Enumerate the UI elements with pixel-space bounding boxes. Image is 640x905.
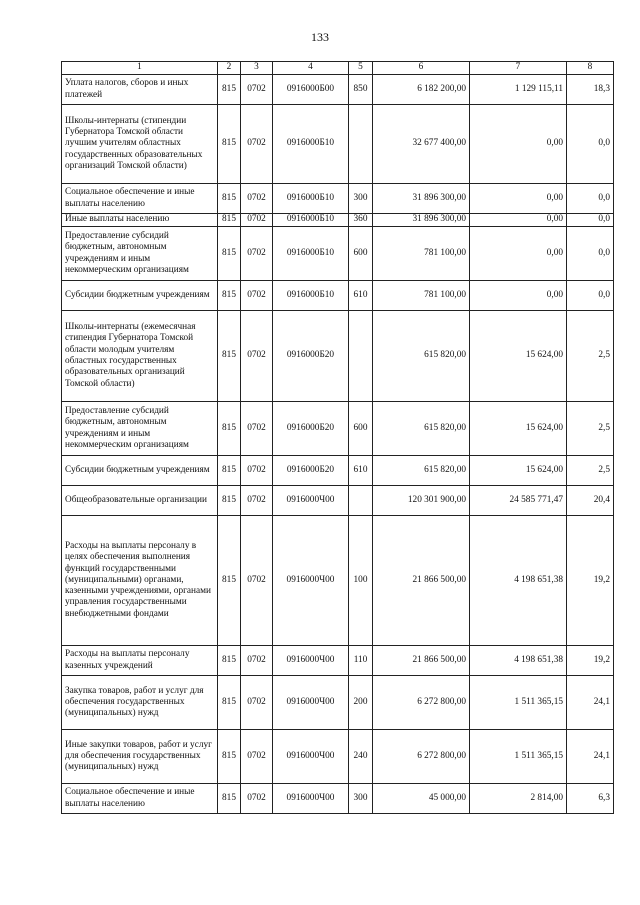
cell-target: 0916000Ч00: [273, 730, 349, 784]
cell-actual: 0,00: [470, 184, 567, 214]
cell-type: [349, 105, 373, 184]
cell-plan: 45 000,00: [373, 784, 470, 814]
row-name: Уплата налогов, сборов и иных платежей: [62, 75, 218, 105]
cell-target: 0916000Б10: [273, 214, 349, 227]
row-name: Расходы на выплаты персоналу в целях обеспечения выполнения функций государственными (муниципальными) органами, казенными учреждениями, органами управления государственными внебюджетными фондами: [62, 516, 218, 646]
cell-type: 600: [349, 402, 373, 456]
cell-code: 815: [218, 281, 241, 311]
cell-type: 300: [349, 184, 373, 214]
cell-section: 0702: [241, 184, 273, 214]
row-name: Субсидии бюджетным учреждениям: [62, 456, 218, 486]
cell-actual: 1 511 365,15: [470, 730, 567, 784]
row-name: Предоставление субсидий бюджетным, автономным учреждениям и иным некоммерческим организациям: [62, 402, 218, 456]
cell-percent: 19,2: [567, 516, 614, 646]
header-cell: 7: [470, 62, 567, 75]
cell-type: 240: [349, 730, 373, 784]
cell-target: 0916000Б00: [273, 75, 349, 105]
cell-actual: 15 624,00: [470, 311, 567, 402]
header-cell: 3: [241, 62, 273, 75]
cell-plan: 615 820,00: [373, 402, 470, 456]
cell-target: 0916000Б10: [273, 281, 349, 311]
cell-section: 0702: [241, 676, 273, 730]
header-cell: 2: [218, 62, 241, 75]
row-name: Общеобразовательные организации: [62, 486, 218, 516]
cell-code: 815: [218, 646, 241, 676]
row-name: Школы-интернаты (стипендии Губернатора Томской области лучшим учителям областных государственных образовательных организаций Томской области): [62, 105, 218, 184]
cell-actual: 24 585 771,47: [470, 486, 567, 516]
cell-type: 360: [349, 214, 373, 227]
cell-plan: 615 820,00: [373, 456, 470, 486]
cell-target: 0916000Ч00: [273, 516, 349, 646]
cell-actual: 0,00: [470, 227, 567, 281]
cell-code: 815: [218, 311, 241, 402]
cell-code: 815: [218, 227, 241, 281]
row-name: Иные закупки товаров, работ и услуг для обеспечения государственных (муниципальных) нужд: [62, 730, 218, 784]
cell-actual: 2 814,00: [470, 784, 567, 814]
row-name: Субсидии бюджетным учреждениям: [62, 281, 218, 311]
cell-percent: 19,2: [567, 646, 614, 676]
cell-plan: 31 896 300,00: [373, 184, 470, 214]
cell-target: 0916000Ч00: [273, 676, 349, 730]
cell-section: 0702: [241, 784, 273, 814]
cell-type: [349, 311, 373, 402]
cell-code: 815: [218, 516, 241, 646]
header-cell: 5: [349, 62, 373, 75]
cell-percent: 0,0: [567, 184, 614, 214]
cell-target: 0916000Ч00: [273, 486, 349, 516]
table-row: [62, 214, 614, 227]
row-name: Социальное обеспечение и иные выплаты населению: [62, 184, 218, 214]
cell-section: 0702: [241, 281, 273, 311]
row-name: Социальное обеспечение и иные выплаты населению: [62, 784, 218, 814]
cell-plan: 21 866 500,00: [373, 516, 470, 646]
cell-code: 815: [218, 730, 241, 784]
cell-percent: 24,1: [567, 676, 614, 730]
cell-target: 0916000Ч00: [273, 784, 349, 814]
row-name: Школы-интернаты (ежемесячная стипендия Губернатора Томской области молодым учителям областных государственных образовательных организаций Томской области): [62, 311, 218, 402]
header-cell: 6: [373, 62, 470, 75]
table-row: [62, 516, 614, 646]
table-row: [62, 311, 614, 402]
budget-table: [61, 61, 614, 814]
cell-actual: 1 511 365,15: [470, 676, 567, 730]
cell-percent: 24,1: [567, 730, 614, 784]
cell-percent: 2,5: [567, 311, 614, 402]
cell-code: 815: [218, 105, 241, 184]
cell-percent: 2,5: [567, 402, 614, 456]
table-row: [62, 281, 614, 311]
table-row: [62, 676, 614, 730]
cell-code: 815: [218, 676, 241, 730]
table-row: [62, 227, 614, 281]
cell-code: 815: [218, 75, 241, 105]
cell-target: 0916000Б10: [273, 227, 349, 281]
header-cell: 8: [567, 62, 614, 75]
cell-target: 0916000Б20: [273, 456, 349, 486]
cell-plan: 781 100,00: [373, 227, 470, 281]
cell-plan: 31 896 300,00: [373, 214, 470, 227]
cell-percent: 0,0: [567, 227, 614, 281]
cell-section: 0702: [241, 214, 273, 227]
row-name: Закупка товаров, работ и услуг для обеспечения государственных (муниципальных) нужд: [62, 676, 218, 730]
cell-type: 850: [349, 75, 373, 105]
cell-type: 610: [349, 456, 373, 486]
cell-actual: 0,00: [470, 214, 567, 227]
cell-target: 0916000Б10: [273, 105, 349, 184]
cell-section: 0702: [241, 516, 273, 646]
cell-percent: 2,5: [567, 456, 614, 486]
cell-percent: 20,4: [567, 486, 614, 516]
cell-percent: 0,0: [567, 105, 614, 184]
cell-type: 300: [349, 784, 373, 814]
header-cell: 1: [62, 62, 218, 75]
cell-actual: 0,00: [470, 281, 567, 311]
cell-section: 0702: [241, 402, 273, 456]
table-row: [62, 75, 614, 105]
table-row: [62, 646, 614, 676]
cell-plan: 6 272 800,00: [373, 730, 470, 784]
cell-section: 0702: [241, 646, 273, 676]
cell-target: 0916000Б20: [273, 402, 349, 456]
cell-type: [349, 486, 373, 516]
cell-actual: 4 198 651,38: [470, 516, 567, 646]
cell-actual: 15 624,00: [470, 402, 567, 456]
cell-actual: 15 624,00: [470, 456, 567, 486]
cell-plan: 6 182 200,00: [373, 75, 470, 105]
table-row: [62, 184, 614, 214]
cell-target: 0916000Б20: [273, 311, 349, 402]
cell-code: 815: [218, 784, 241, 814]
table-row: [62, 456, 614, 486]
table-row: [62, 784, 614, 814]
cell-code: 815: [218, 214, 241, 227]
cell-code: 815: [218, 456, 241, 486]
cell-plan: 32 677 400,00: [373, 105, 470, 184]
row-name: Предоставление субсидий бюджетным, автономным учреждениям и иным некоммерческим организациям: [62, 227, 218, 281]
cell-section: 0702: [241, 486, 273, 516]
cell-type: 100: [349, 516, 373, 646]
cell-actual: 0,00: [470, 105, 567, 184]
cell-section: 0702: [241, 75, 273, 105]
cell-section: 0702: [241, 227, 273, 281]
cell-plan: 21 866 500,00: [373, 646, 470, 676]
cell-actual: 1 129 115,11: [470, 75, 567, 105]
cell-target: 0916000Ч00: [273, 646, 349, 676]
cell-type: 600: [349, 227, 373, 281]
cell-section: 0702: [241, 730, 273, 784]
cell-plan: 781 100,00: [373, 281, 470, 311]
table-row: [62, 486, 614, 516]
cell-actual: 4 198 651,38: [470, 646, 567, 676]
table-row: [62, 730, 614, 784]
cell-percent: 0,0: [567, 281, 614, 311]
header-cell: 4: [273, 62, 349, 75]
cell-type: 110: [349, 646, 373, 676]
header-row: [62, 62, 614, 75]
cell-plan: 120 301 900,00: [373, 486, 470, 516]
table-row: [62, 105, 614, 184]
cell-code: 815: [218, 402, 241, 456]
cell-plan: 6 272 800,00: [373, 676, 470, 730]
cell-plan: 615 820,00: [373, 311, 470, 402]
page-number: 133: [311, 30, 329, 44]
cell-section: 0702: [241, 105, 273, 184]
row-name: Иные выплаты населению: [62, 214, 218, 227]
cell-type: 200: [349, 676, 373, 730]
cell-percent: 6,3: [567, 784, 614, 814]
cell-section: 0702: [241, 311, 273, 402]
cell-target: 0916000Б10: [273, 184, 349, 214]
cell-section: 0702: [241, 456, 273, 486]
cell-type: 610: [349, 281, 373, 311]
cell-percent: 0,0: [567, 214, 614, 227]
row-name: Расходы на выплаты персоналу казенных учреждений: [62, 646, 218, 676]
cell-percent: 18,3: [567, 75, 614, 105]
cell-code: 815: [218, 184, 241, 214]
table-row: [62, 402, 614, 456]
cell-code: 815: [218, 486, 241, 516]
